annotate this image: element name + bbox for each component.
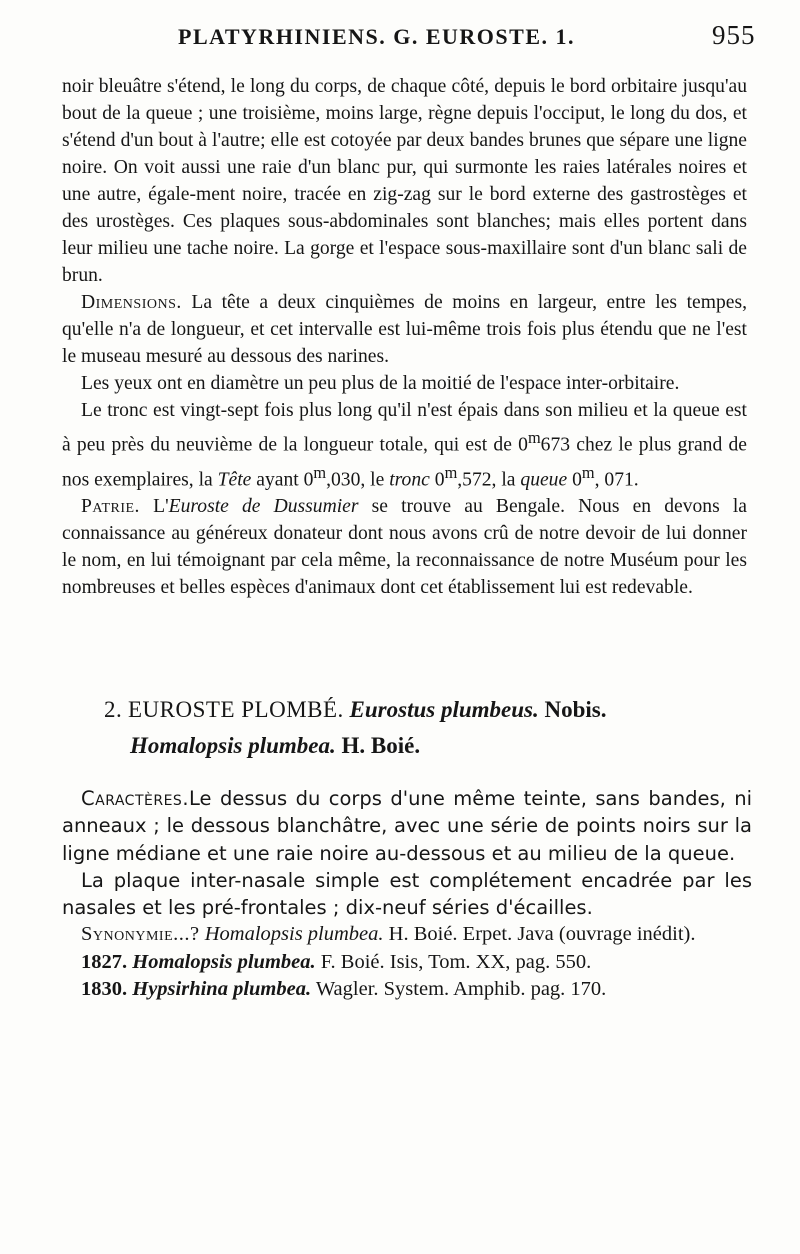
page-number: 955 xyxy=(712,20,756,50)
trunk-text-g: 0 xyxy=(567,469,582,491)
trunk-paragraph xyxy=(62,397,747,493)
patrie-paragraph xyxy=(62,493,747,601)
species-synonym-name: Homalopsis plumbea. xyxy=(130,733,336,758)
unit-sup: m xyxy=(444,462,458,482)
caracteres-paragraph xyxy=(62,785,752,867)
tronc-word: tronc xyxy=(389,469,430,491)
unit-sup: m xyxy=(581,462,595,482)
patrie-label: Patrie. xyxy=(81,496,140,518)
caracteres-text: Le dessus du corps d'une même teinte, sans bandes, ni anneaux ; le dessous blanchâtre, avec une série de points noirs sur la ligne médiane et une raie noire au-dessous et au milieu de la queue. xyxy=(62,787,752,865)
queue-word: queue xyxy=(520,469,568,491)
patrie-text-a: L' xyxy=(139,496,169,518)
reference-name: Homalopsis plumbea. xyxy=(132,950,316,973)
eyes-paragraph: Les yeux ont en diamètre un peu plus de la moitié de l'espace inter-orbitaire. xyxy=(81,373,680,394)
reference-name: Hypsirhina plumbea. xyxy=(132,978,312,1001)
caracteres-label: Caractères. xyxy=(81,787,190,810)
trunk-text-d: ,030, le xyxy=(326,469,390,491)
reference-text: F. Boié. Isis, Tom. XX, pag. 550. xyxy=(315,950,592,973)
reference-1827 xyxy=(62,949,752,976)
species-heading-line-1 xyxy=(104,692,764,728)
species-author: Nobis. xyxy=(544,697,607,722)
reference-year: 1827. xyxy=(81,950,128,973)
species-synonym-author: H. Boié. xyxy=(341,733,421,758)
species-text-block xyxy=(62,785,752,1003)
tete-word: Tête xyxy=(217,469,252,491)
species-heading-line-2 xyxy=(104,728,764,764)
reference-year: 1830. xyxy=(81,978,128,1001)
running-title: PLATYRHINIENS. G. EUROSTE. 1. xyxy=(178,24,575,49)
dimensions-label: Dimensions. xyxy=(81,292,182,313)
synonymie-text: H. Boié. Erpet. Java (ouvrage inédit). xyxy=(383,923,696,946)
dimensions-paragraph xyxy=(62,289,747,370)
patrie-text-b: se trouve au Bengale. Nous en devons la connaissance au généreux donateur dont nous avons crû de notre devoir de lui donner le nom, en lui témoignant par cela même, la reconnaissance de notre Muséum pour les nombreuses et belles espèces d'animaux dont cet établissement lui est redevable. xyxy=(62,496,747,599)
reference-text: Wagler. System. Amphib. pag. 170. xyxy=(311,978,607,1001)
species-number: 2. xyxy=(104,697,123,722)
color-description-paragraph: noir bleuâtre s'étend, le long du corps, de chaque côté, depuis le bord orbitaire jusqu'au bout de la queue ; une troisième, moins large, règne depuis l'occiput, le long du dos, et s'étend d'un bout à l'autre; elle est cotoyée par deux bandes brunes que sépare une ligne noire. On voit aussi une raie d'un blanc pur, qui surmonte les raies latérales noires et une autre, égale-ment noire, tracée en zig-zag sur le bord externe des gastrostèges et des urostèges. Ces plaques sous-abdominales sont blanches; mais elles portent dans leur milieu une tache noire. La gorge et l'espace sous-maxillaire sont d'un blanc sali de brun. xyxy=(62,76,747,286)
synonymie-label: Synonymie...? xyxy=(81,923,200,946)
trunk-text-f: ,572, la xyxy=(457,469,521,491)
synonymie-name: Homalopsis plumbea. xyxy=(204,923,384,946)
trunk-text-c: ayant 0 xyxy=(251,469,314,491)
species-latin-name: Eurostus plumbeus. xyxy=(349,697,539,722)
patrie-species-name: Euroste de Dussumier xyxy=(168,496,359,518)
unit-sup: m xyxy=(313,462,327,482)
running-head xyxy=(0,14,800,54)
trunk-text-e: 0 xyxy=(429,469,445,491)
synonymie-paragraph xyxy=(62,921,752,948)
species-common-name: EUROSTE PLOMBÉ. xyxy=(128,697,344,722)
species-heading xyxy=(104,692,764,764)
plaque-paragraph: La plaque inter-nasale simple est complétement encadrée par les nasales et les pré-frontales ; dix-neuf séries d'écailles. xyxy=(62,868,752,920)
dimensions-text: La tête a deux cinquièmes de moins en largeur, entre les tempes, qu'elle n'a de longueur, et cet intervalle est lui-même trois fois plus étendu que ne l'est le museau mesuré au dessous des narines. xyxy=(62,292,747,367)
trunk-text-b: 673 chez le plus grand de nos exemplaires, la xyxy=(62,434,747,491)
trunk-text-h: , 071. xyxy=(594,469,639,491)
reference-1830 xyxy=(62,976,752,1003)
unit-sup: m xyxy=(527,428,541,447)
description-text-block xyxy=(62,73,747,601)
trunk-text-a: Le tronc est vingt-sept fois plus long qu'il n'est épais dans son milieu et la queue est à peu près du neuvième de la longueur totale, qui est de 0 xyxy=(62,400,747,456)
